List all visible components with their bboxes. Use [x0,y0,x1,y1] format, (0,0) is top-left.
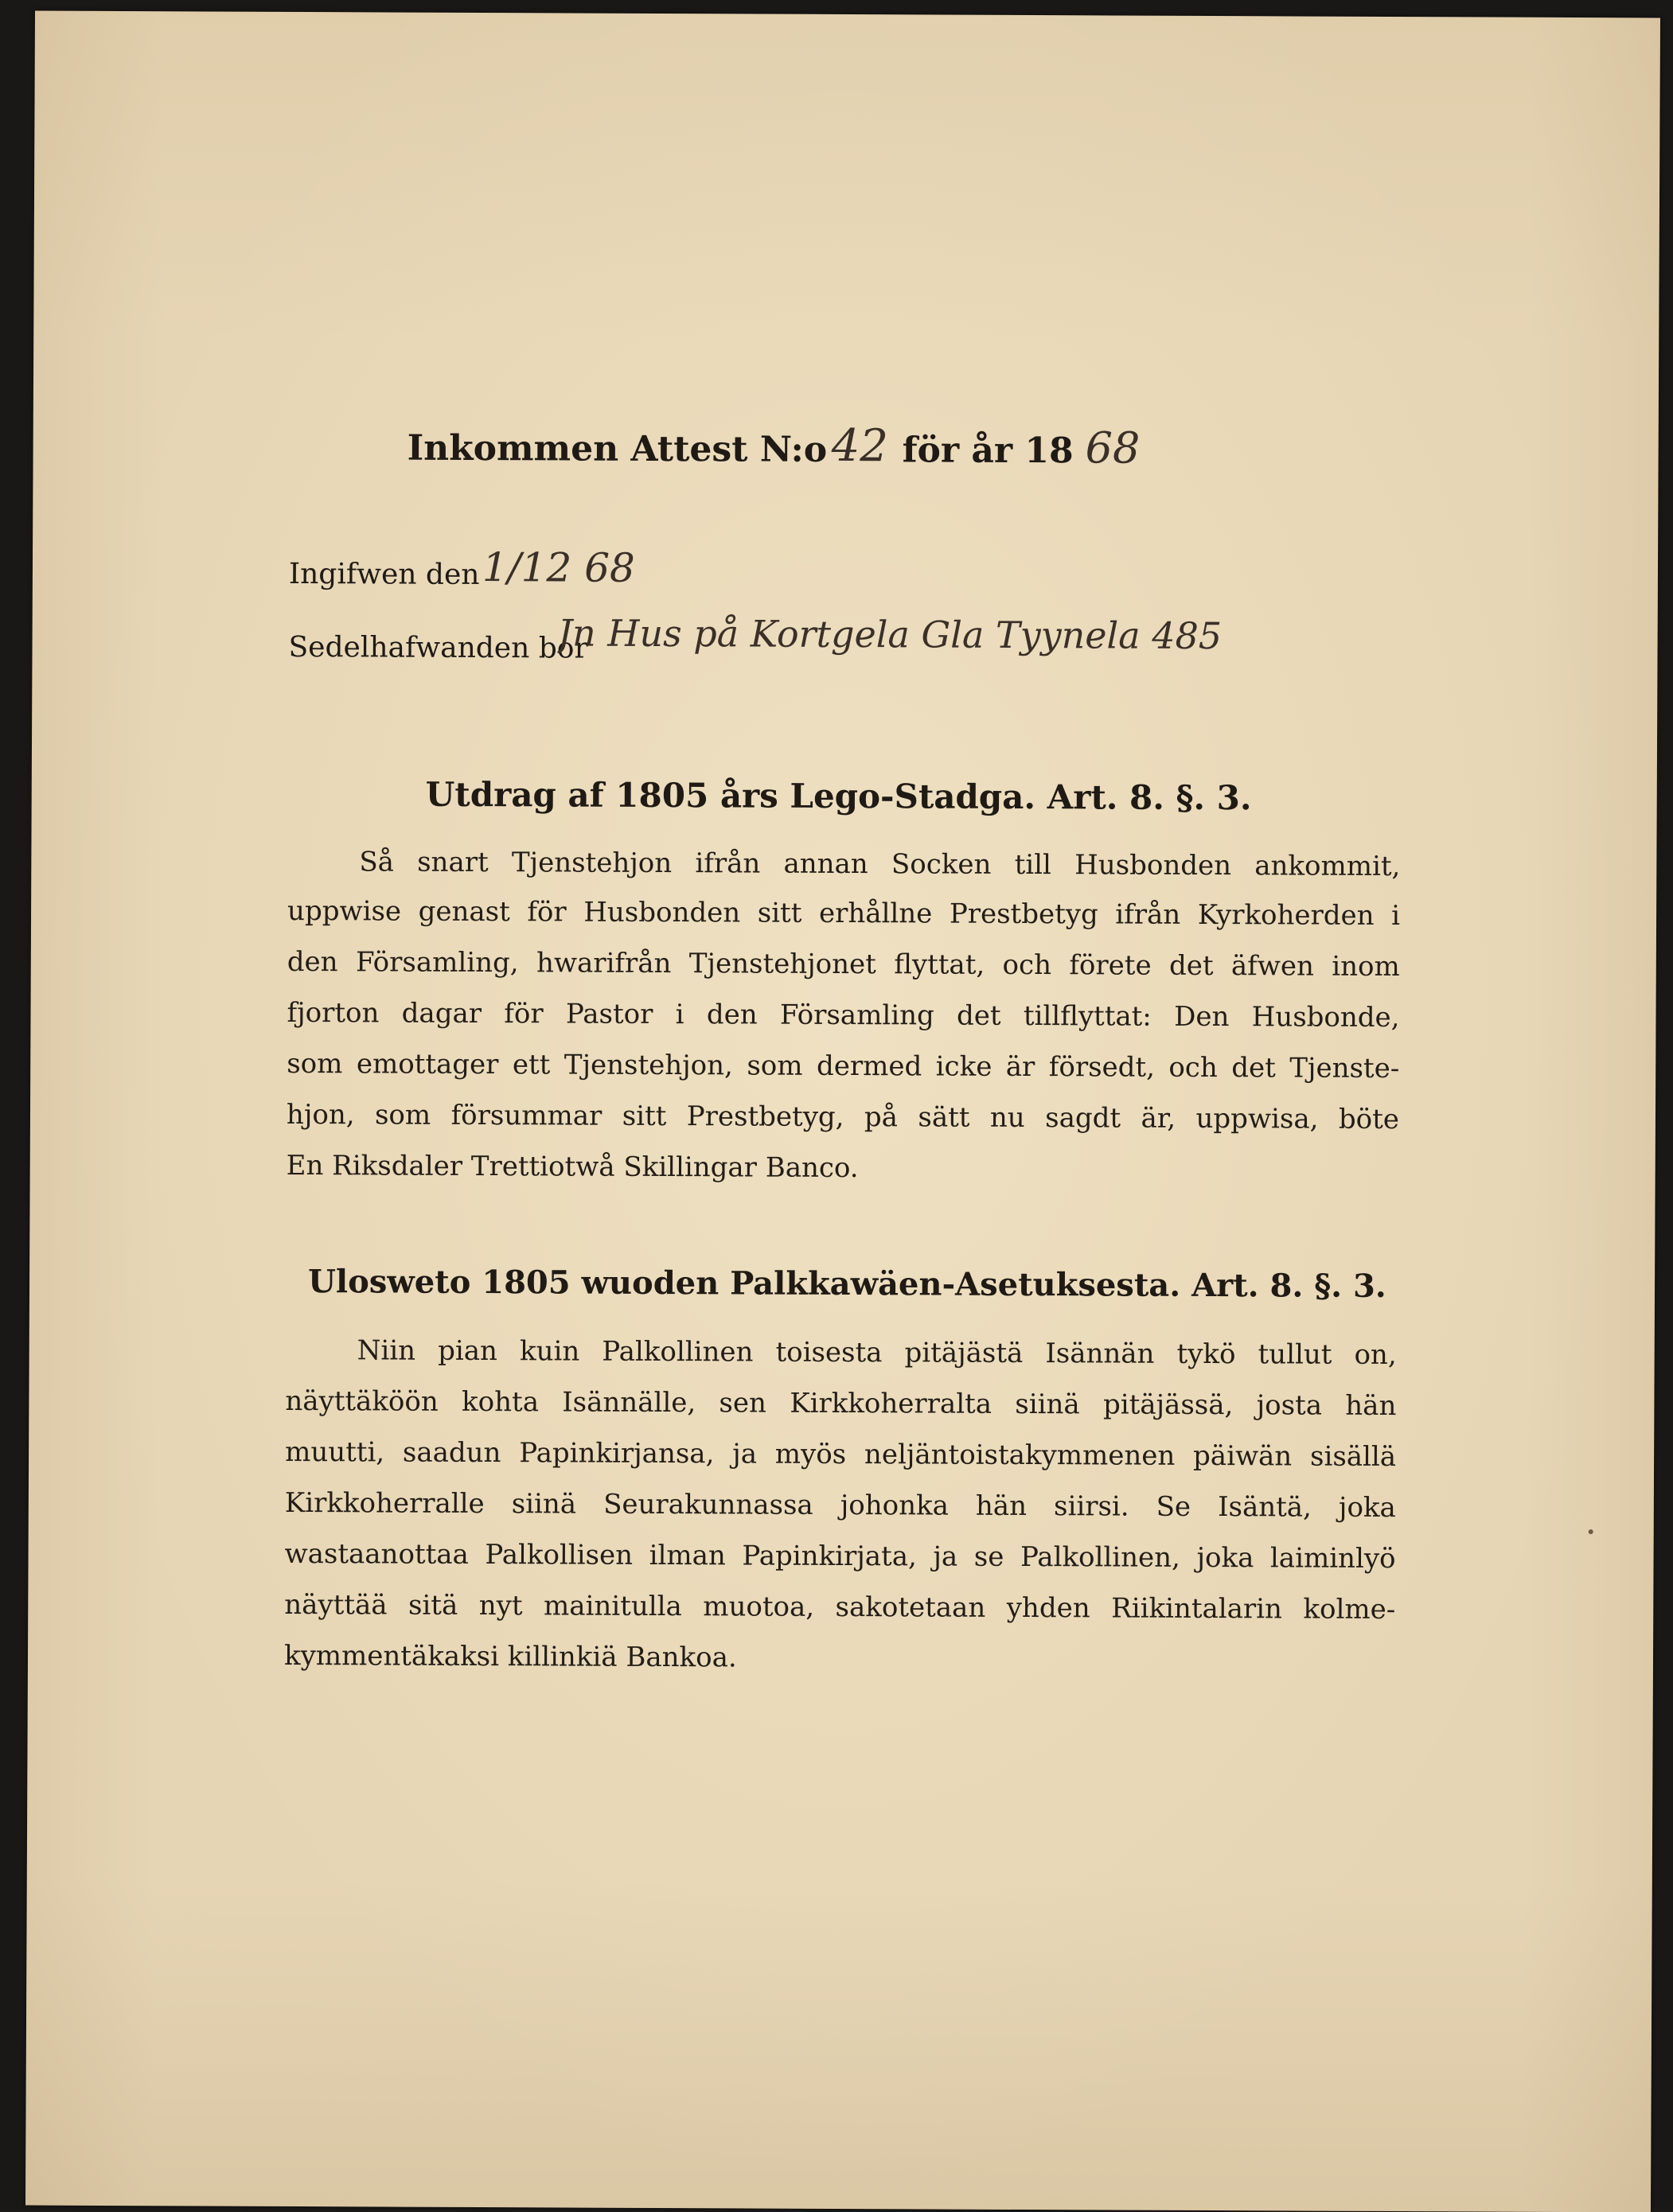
swedish-line-4: fjorton dagar för Pastor i den Församling det tillflyttat: Den Husbonde, [287,996,1400,1034]
document-sheet [25,11,1660,2212]
swedish-line-2: uppwise genast för Husbonden sitt erhållne Prestbetyg ifrån Kyrkoherden i [287,894,1401,933]
swedish-line-3: den Församling, hwarifrån Tjenstehjonet flyttat, och förete det äfwen inom [287,945,1400,983]
swedish-line-5: som emottager ett Tjenstehjon, som dermed icke är försedt, och det Tjenste- [287,1047,1400,1085]
finnish-extract-heading: Ulosweto 1805 wuoden Palkkawäen-Asetuksesta. Art. 8. §. 3. [307,1263,1386,1305]
finnish-line-3: muutti, saadun Papinkirjansa, ja myös neljäntoistakymmenen päiwän sisällä [285,1435,1397,1474]
filed-label: Ingifwen den [288,557,480,592]
swedish-line-6: hjon, som försummar sitt Prestbetyg, på sätt nu sagdt är, uppwisa, böte [286,1098,1400,1136]
holder-residence-handwritten: Jn Hus på Kortgela Gla Tyynela 485 [557,611,1223,658]
paper-speck [1589,1529,1593,1534]
finnish-line-1: Niin pian kuin Palkollinen toisesta pitäjästä Isännän tykö tullut on, [357,1334,1397,1372]
filed-date-handwritten: 1/12 68 [482,544,635,591]
attest-year-handwritten: 68 [1085,423,1141,473]
swedish-line-7: En Riksdaler Trettiotwå Skillingar Banco. [286,1149,859,1185]
swedish-extract-heading: Utdrag af 1805 års Lego-Stadga. Art. 8. §. 3. [425,774,1252,818]
finnish-line-7: kymmentäkaksi killinkiä Bankoa. [283,1639,737,1674]
holder-label: Sedelhafwanden bor [288,630,588,665]
attest-number-handwritten: 42 [831,419,889,473]
finnish-line-2: näyttäköön kohta Isännälle, sen Kirkkoherralta siinä pitäjässä, josta hän [285,1384,1397,1423]
finnish-line-4: Kirkkoherralle siinä Seurakunnassa johonka hän siirsi. Se Isäntä, joka [284,1486,1396,1525]
finnish-line-6: näyttää sitä nyt mainitulla muotoa, sakotetaan yhden Riikintalarin kolme- [284,1588,1396,1626]
attest-title-mid: för år 18 [902,430,1074,472]
finnish-line-5: wastaanottaa Palkollisen ilman Papinkirjata, ja se Palkollinen, joka laiminlyö [284,1537,1396,1575]
attest-title-prefix: Inkommen Attest N:o [407,427,828,470]
swedish-line-1: Så snart Tjenstehjon ifrån annan Socken till Husbonden ankommit, [359,846,1401,883]
